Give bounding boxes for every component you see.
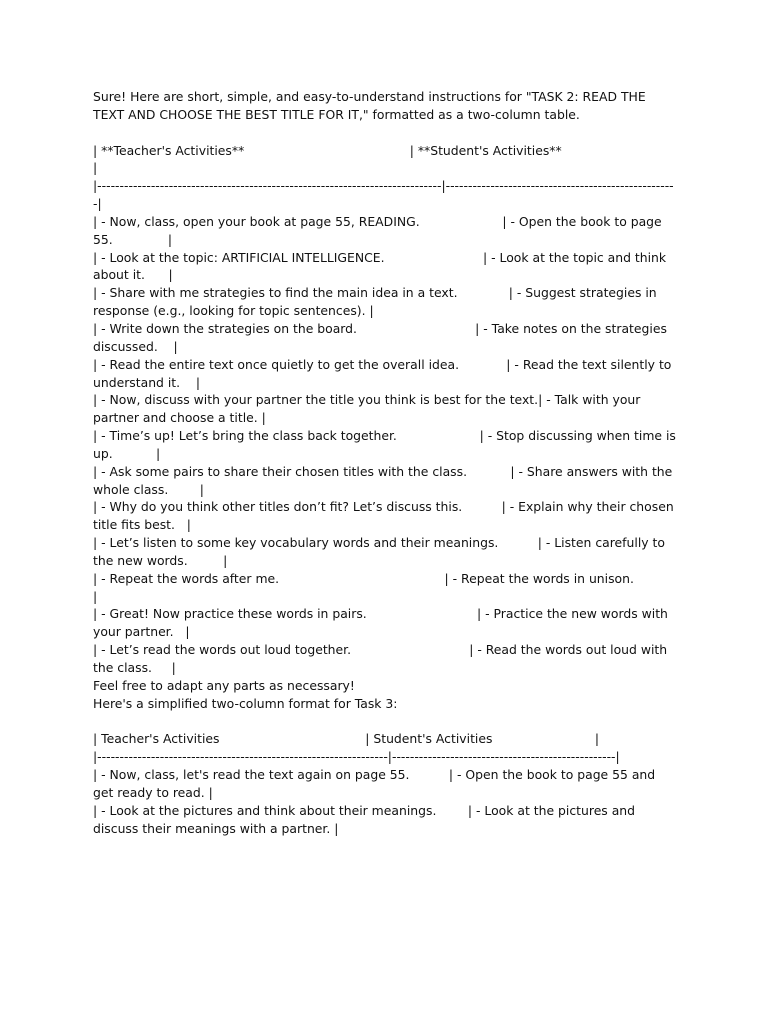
table-row: | - Read the entire text once quietly to get the overall idea. | - Read the text silently to understand it. | (93, 356, 676, 390)
table-row: | - Ask some pairs to share their chosen titles with the class. | - Share answers with the whole class. | (93, 463, 677, 497)
document-body (93, 88, 736, 837)
table-separator-row: |-----------------------------------------------------------------|--------------------------------------------------| (93, 749, 620, 765)
task2-table-text (93, 142, 736, 677)
table-row: | - Repeat the words after me. | - Repeat the words in unison. | (93, 570, 701, 604)
table-header-row: | Teacher's Activities | Student's Activities | (93, 731, 600, 747)
table-row: | - Now, discuss with your partner the title you think is best for the text.| - Talk with your partner and choose a title. | (93, 392, 645, 426)
table-row: | - Time’s up! Let’s bring the class back together. | - Stop discussing when time is up. | (93, 428, 680, 461)
outro-paragraph: Feel free to adapt any parts as necessary! (93, 677, 355, 693)
table-row: | - Look at the pictures and think about their meanings. | - Look at the pictures and discuss their meanings with a partner. | (93, 802, 639, 836)
table-row: | - Look at the topic: ARTIFICIAL INTELLIGENCE. | - Look at the topic and think about it. | (93, 249, 671, 283)
table-row: | - Share with me strategies to find the main idea in a text. | - Suggest strategies in response (e.g., looking for topic sentences). | (93, 285, 661, 319)
table-row: | - Why do you think other titles don’t fit? Let’s discuss this. | - Explain why their chosen title fits best. | (93, 499, 678, 533)
table-separator-row: |-----------------------------------------------------------------------------|----------------------------------------------------| (93, 178, 674, 212)
table-row: | - Let’s read the words out loud together. | - Read the words out loud with the class. | (93, 642, 672, 675)
table-row: | - Now, class, open your book at page 55, READING. | - Open the book to page 55. | (93, 213, 666, 247)
task3-intro-paragraph: Here's a simplified two-column format for Task 3: (93, 695, 398, 711)
table-row: | - Now, class, let's read the text again on page 55. | - Open the book to page 55 and get ready to read. | (93, 767, 660, 800)
table-row: | - Write down the strategies on the board. | - Take notes on the strategies discussed. | (93, 320, 671, 354)
table-header-row: | **Teacher's Activities** | **Student's Activities** | (93, 142, 736, 176)
intro-paragraph: Sure! Here are short, simple, and easy-to-understand instructions for "TASK 2: READ THE TEXT AND CHOOSE THE BEST TITLE FOR IT," formatted as a two-column table. (93, 89, 650, 122)
table-row: | - Let’s listen to some key vocabulary words and their meanings. | - Listen carefully to the new words. | (93, 535, 669, 568)
table-row: | - Great! Now practice these words in pairs. | - Practice the new words with your partner. | (93, 606, 672, 640)
task3-table-text (93, 730, 678, 837)
